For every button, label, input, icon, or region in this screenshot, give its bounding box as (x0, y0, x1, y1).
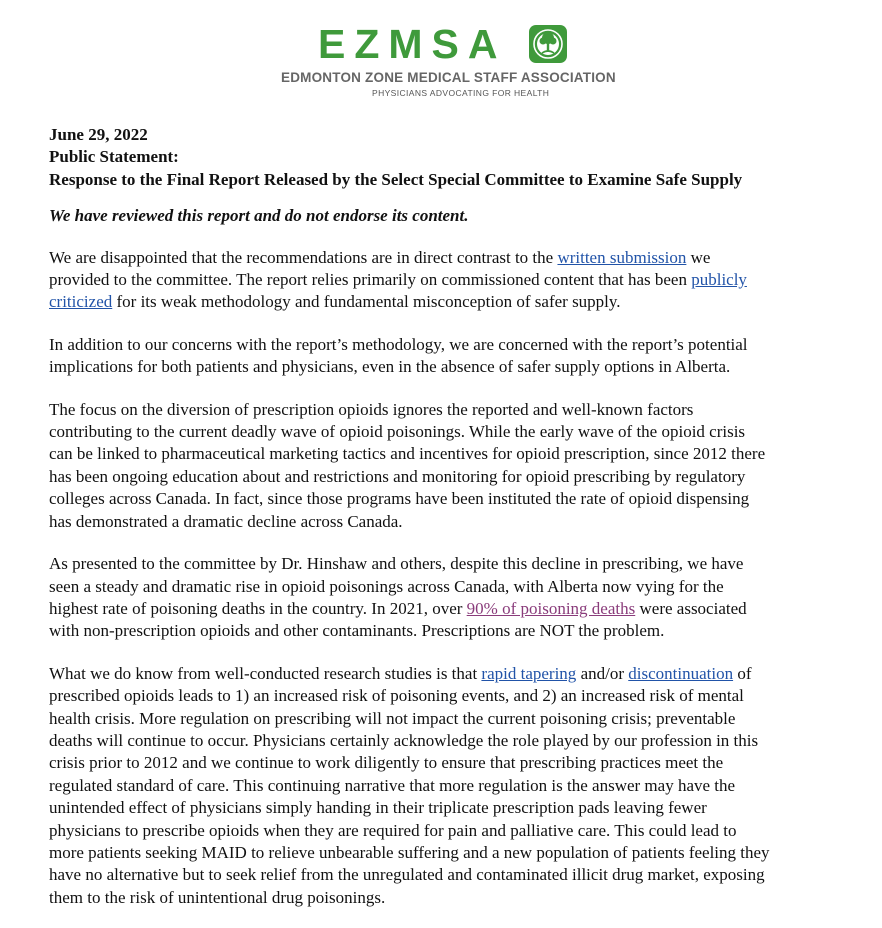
paragraph-line: has demonstrated a dramatic decline across Canada. (49, 511, 403, 531)
paragraph-line: deaths will continue to occur. Physicians certainly acknowledge the role played by our profession in this (49, 730, 759, 750)
text-segment: provided to the committee. The report relies primarily on commissioned content that has been (49, 270, 692, 290)
paragraph-line: health crisis. More regulation on prescribing will not impact the current poisoning crisis; preventable (49, 708, 736, 728)
paragraph-line (49, 598, 861, 620)
paragraph-line: contributing to the current deadly wave of opioid poisonings. While the early wave of the opioid crisis (49, 422, 746, 442)
statement-body (49, 124, 861, 909)
text-segment: of (733, 663, 752, 683)
publicly-criticized-link[interactable]: publicly (691, 270, 747, 290)
lead-statement: We have reviewed this report and do not endorse its content. (49, 206, 469, 226)
statement-date: June 29, 2022 (49, 125, 148, 144)
paragraph-line: prescribed opioids leads to 1) an increased risk of poisoning events, and 2) an increased risk of mental (49, 686, 744, 706)
letterhead (0, 18, 882, 100)
written-submission-link[interactable]: written submission (557, 247, 687, 267)
paragraph-line (49, 269, 861, 291)
text-segment: and/or (576, 663, 629, 683)
poisoning-deaths-link[interactable]: 90% of poisoning deaths (466, 598, 636, 618)
paragraph-line: them to the risk of unintentional drug poisonings. (49, 887, 386, 907)
paragraph-diversion-focus (49, 399, 861, 533)
statement-title: Response to the Final Report Released by the Select Special Committee to Examine Safe Supply (49, 169, 743, 189)
text-segment: highest rate of poisoning deaths in the country. In 2021, over (49, 598, 467, 618)
logo-wordmark: EZMSA (318, 21, 507, 67)
paragraph-line: colleges across Canada. In fact, since those programs have been instituted the rate of opioid dispensing (49, 489, 750, 509)
paragraph-concerns (49, 334, 861, 379)
paragraph-line: have no alternative but to seek relief from the unregulated and contaminated illicit drug market, exposing (49, 865, 765, 885)
paragraph-poisoning-rise (49, 553, 861, 643)
paragraph-line: physicians to prescribe opioids when they are required for pain and palliative care. This could lead to (49, 820, 737, 840)
paragraph-line: can be linked to pharmaceutical marketing tactics and incentives for opioid prescription, since 2012 there (49, 444, 766, 464)
paragraph-line: seen a steady and dramatic rise in opioid poisonings across Canada, with Alberta now vying for the (49, 576, 724, 596)
statement-type: Public Statement: (49, 147, 179, 167)
text-segment: What we do know from well-conducted research studies is that (49, 663, 482, 683)
tree-of-life-emblem-icon (528, 24, 568, 64)
paragraph-line (49, 663, 861, 685)
discontinuation-link[interactable]: discontinuation (628, 663, 734, 683)
text-segment: for its weak methodology and fundamental misconception of safer supply. (112, 292, 621, 312)
publicly-criticized-link-continued[interactable]: criticized (49, 292, 113, 312)
paragraph-line: unintended effect of physicians simply handing in their triplicate prescription pads leaving fewer (49, 798, 707, 818)
organization-name: EDMONTON ZONE MEDICAL STAFF ASSOCIATION (281, 70, 616, 85)
paragraph-line: As presented to the committee by Dr. Hinshaw and others, despite this decline in prescribing, we have (49, 554, 744, 574)
paragraph-line: implications for both patients and physicians, even in the absence of safer supply options in Alberta. (49, 357, 731, 377)
paragraph-line: The focus on the diversion of prescription opioids ignores the reported and well-known factors (49, 399, 694, 419)
paragraph-line: has been ongoing education about and restrictions and monitoring for opioid prescribing by regulatory (49, 466, 746, 486)
organization-tagline: PHYSICIANS ADVOCATING FOR HEALTH (372, 88, 550, 98)
paragraph-line (49, 291, 861, 313)
paragraph-line: more patients seeking MAID to relieve unbearable suffering and a new population of patients feeling they (49, 842, 770, 862)
paragraph-line: with non-prescription opioids and other contaminants. Prescriptions are NOT the problem. (49, 621, 665, 641)
paragraph-disappointment (49, 247, 861, 314)
paragraph-line: regulated standard of care. This continuing narrative that more regulation is the answer may have the (49, 775, 736, 795)
text-segment: were associated (635, 598, 747, 618)
text-segment: We are disappointed that the recommendations are in direct contrast to the (49, 247, 558, 267)
paragraph-line: In addition to our concerns with the report’s methodology, we are concerned with the report’s potential (49, 334, 748, 354)
rapid-tapering-link[interactable]: rapid tapering (481, 663, 577, 683)
paragraph-line: crisis prior to 2012 and we continue to work diligently to ensure that prescribing practices meet the (49, 753, 724, 773)
text-segment: we (686, 247, 711, 267)
paragraph-line (49, 247, 861, 269)
paragraph-research-findings (49, 663, 861, 909)
